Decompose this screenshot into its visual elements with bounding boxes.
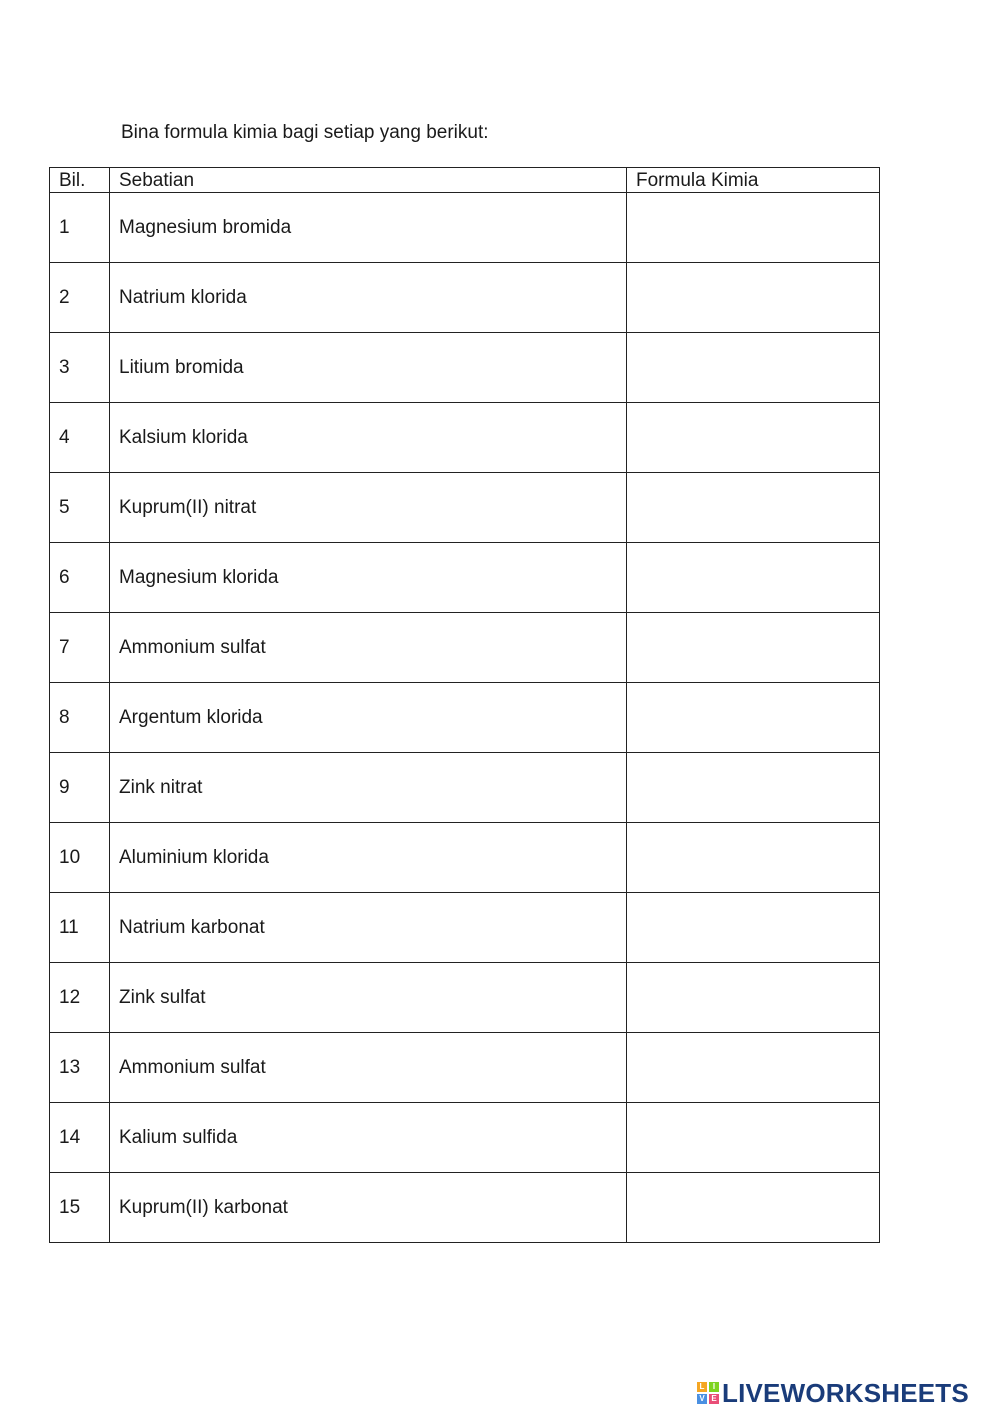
- table-row: [50, 753, 880, 823]
- row-number: 11: [50, 893, 110, 963]
- instruction-text: Bina formula kimia bagi setiap yang berikut:: [121, 122, 489, 143]
- logo-mark-square: L: [697, 1382, 707, 1392]
- row-number: 14: [50, 1103, 110, 1173]
- compound-name: Magnesium bromida: [110, 193, 627, 263]
- row-number: 7: [50, 613, 110, 683]
- compound-name: Kalsium klorida: [110, 403, 627, 473]
- row-number: 4: [50, 403, 110, 473]
- compound-name: Zink nitrat: [110, 753, 627, 823]
- compound-name: Magnesium klorida: [110, 543, 627, 613]
- row-number: 15: [50, 1173, 110, 1243]
- header-formula: Formula Kimia: [627, 168, 880, 193]
- table-row: [50, 823, 880, 893]
- formula-answer-cell[interactable]: [627, 963, 880, 1033]
- table-row: [50, 1103, 880, 1173]
- row-number: 6: [50, 543, 110, 613]
- liveworksheets-logo: [697, 1376, 969, 1410]
- formula-answer-cell[interactable]: [627, 753, 880, 823]
- formula-answer-cell[interactable]: [627, 1033, 880, 1103]
- formula-answer-cell[interactable]: [627, 403, 880, 473]
- formula-answer-cell[interactable]: [627, 823, 880, 893]
- table-row: [50, 403, 880, 473]
- compound-name: Zink sulfat: [110, 963, 627, 1033]
- formula-answer-cell[interactable]: [627, 193, 880, 263]
- table-row: [50, 193, 880, 263]
- formula-answer-cell[interactable]: [627, 543, 880, 613]
- logo-mark-icon: [697, 1382, 719, 1404]
- row-number: 9: [50, 753, 110, 823]
- compound-name: Kuprum(II) karbonat: [110, 1173, 627, 1243]
- formula-answer-cell[interactable]: [627, 473, 880, 543]
- row-number: 12: [50, 963, 110, 1033]
- logo-text: LIVEWORKSHEETS: [722, 1377, 969, 1408]
- formula-answer-cell[interactable]: [627, 683, 880, 753]
- logo-mark-square: E: [709, 1394, 719, 1404]
- row-number: 3: [50, 333, 110, 403]
- table-row: [50, 963, 880, 1033]
- compound-name: Aluminium klorida: [110, 823, 627, 893]
- table-row: [50, 613, 880, 683]
- table-row: [50, 263, 880, 333]
- row-number: 5: [50, 473, 110, 543]
- compound-name: Natrium karbonat: [110, 893, 627, 963]
- row-number: 13: [50, 1033, 110, 1103]
- compound-name: Ammonium sulfat: [110, 613, 627, 683]
- compound-name: Natrium klorida: [110, 263, 627, 333]
- table-row: [50, 543, 880, 613]
- formula-answer-cell[interactable]: [627, 1103, 880, 1173]
- table-row: [50, 893, 880, 963]
- compound-name: Litium bromida: [110, 333, 627, 403]
- table-row: [50, 683, 880, 753]
- formula-answer-cell[interactable]: [627, 613, 880, 683]
- formula-answer-cell[interactable]: [627, 333, 880, 403]
- row-number: 1: [50, 193, 110, 263]
- table-row: [50, 1173, 880, 1243]
- logo-mark-square: V: [697, 1394, 707, 1404]
- worksheet-table: [49, 167, 880, 1243]
- row-number: 10: [50, 823, 110, 893]
- table-row: [50, 473, 880, 543]
- table-row: [50, 1033, 880, 1103]
- compound-name: Kuprum(II) nitrat: [110, 473, 627, 543]
- formula-answer-cell[interactable]: [627, 1173, 880, 1243]
- row-number: 2: [50, 263, 110, 333]
- compound-name: Ammonium sulfat: [110, 1033, 627, 1103]
- formula-answer-cell[interactable]: [627, 893, 880, 963]
- compound-name: Kalium sulfida: [110, 1103, 627, 1173]
- logo-mark-square: I: [709, 1382, 719, 1392]
- header-sebatian: Sebatian: [110, 168, 627, 193]
- compound-name: Argentum klorida: [110, 683, 627, 753]
- row-number: 8: [50, 683, 110, 753]
- table-header-row: [50, 168, 880, 193]
- formula-answer-cell[interactable]: [627, 263, 880, 333]
- header-bil: Bil.: [50, 168, 110, 193]
- table-row: [50, 333, 880, 403]
